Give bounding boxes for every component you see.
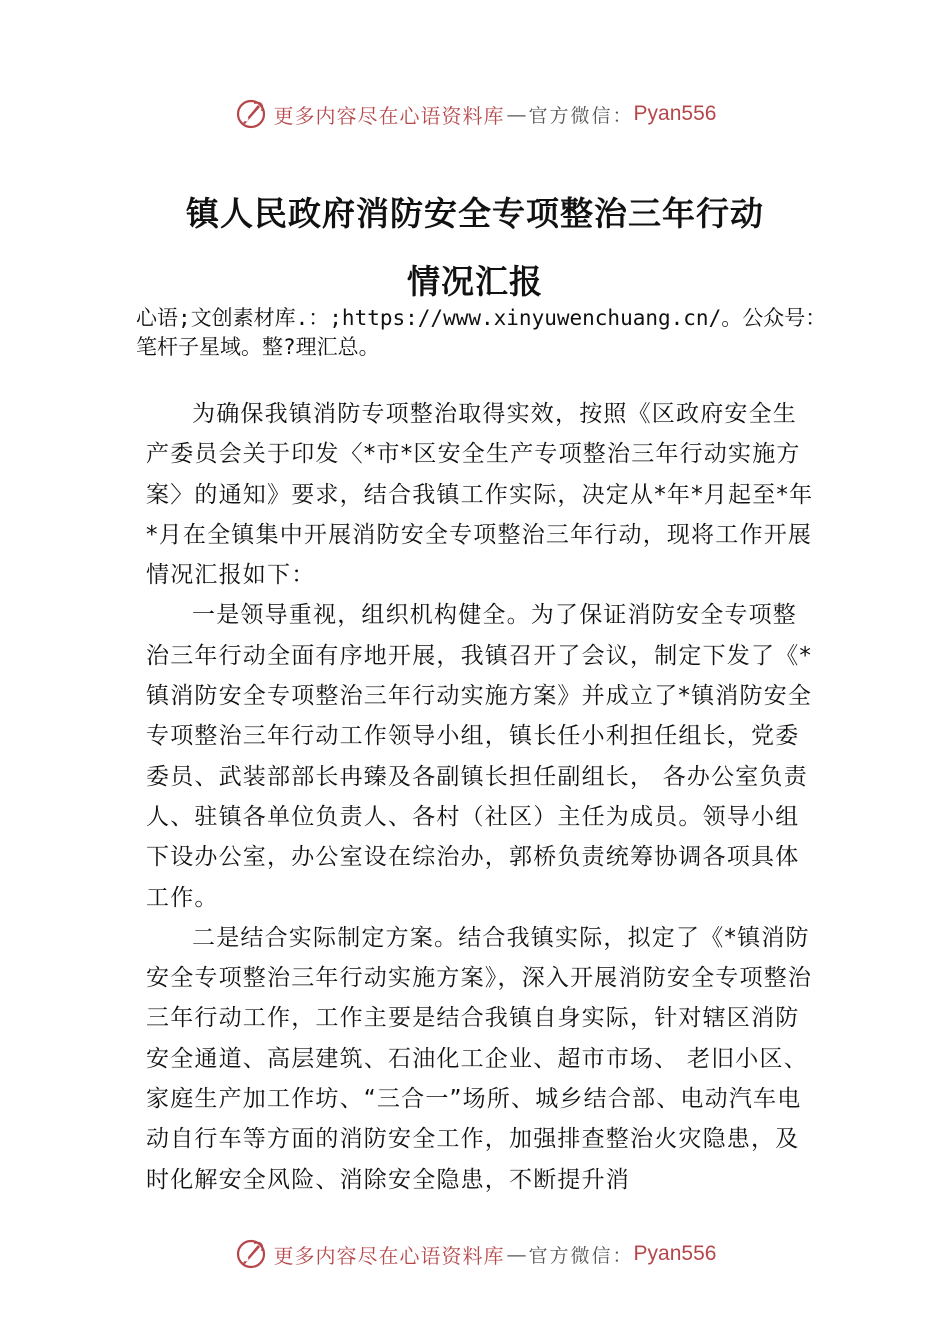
banner-wechat-id: Pyan556: [633, 1242, 717, 1265]
banner-brand-text: 更多内容尽在心语资料库: [273, 1243, 505, 1268]
feather-pen-seal-icon: [234, 1237, 268, 1271]
document-title-line-1: 镇人民政府消防安全专项整治三年行动: [186, 194, 764, 233]
document-body: [146, 394, 818, 1200]
source-note: 心语;文创素材库.：;https://www.xinyuwenchuang.cn/。公众号：笔杆子星域。整?理汇总。: [136, 306, 827, 359]
banner-brand-text: 更多内容尽在心语资料库: [273, 103, 505, 128]
footer-banner: [0, 1232, 950, 1276]
paragraph-intro: 为确保我镇消防专项整治取得实效，按照《区政府安全生产委员会关于印发〈*市*区安全生产专项整治三年行动实施方案〉的通知》要求，结合我镇工作实际，决定从*年*月起至*年*月在全镇集中开展消防安全专项整治三年行动，现将工作开展情况汇报如下：: [146, 401, 814, 589]
paragraph-leadership: 一是领导重视，组织机构健全。为了保证消防安全专项整治三年行动全面有序地开展，我镇召开了会议，制定下发了《*镇消防安全专项整治三年行动实施方案》并成立了*镇消防安全专项整治三年行动工作领导小组，镇长任小利担任组长，党委委员、武装部部长冉臻及各副镇长担任副组长， 各办公室负责人、驻镇各单位负责人、各村（社区）主任为成员。领导小组下设办公室，办公室设在综治办，郭桥负责统筹协调各项具体工作。: [146, 602, 813, 911]
banner-dash: —: [506, 102, 527, 126]
header-banner: [0, 92, 950, 136]
banner-wechat-label: 官方微信：: [528, 104, 634, 127]
feather-pen-seal-icon: [234, 97, 268, 131]
paragraph-plan: 二是结合实际制定方案。结合我镇实际，拟定了《*镇消防安全专项整治三年行动实施方案》，深入开展消防安全专项整治三年行动工作，工作主要是结合我镇自身实际，针对辖区消防安全通道、高层建筑、石油化工企业、超市市场、 老旧小区、家庭生产加工作坊、“三合一”场所、城乡结合部、电动汽车电动自行车等方面的消防安全工作，加强排查整治火灾隐患，及时化解安全风险、消除安全隐患，不断提升消: [146, 924, 813, 1193]
banner-wechat-id: Pyan556: [633, 102, 717, 125]
banner-wechat-label: 官方微信：: [528, 1244, 634, 1267]
document-title-line-2: 情况汇报: [407, 262, 543, 301]
banner-dash: —: [506, 1242, 527, 1266]
